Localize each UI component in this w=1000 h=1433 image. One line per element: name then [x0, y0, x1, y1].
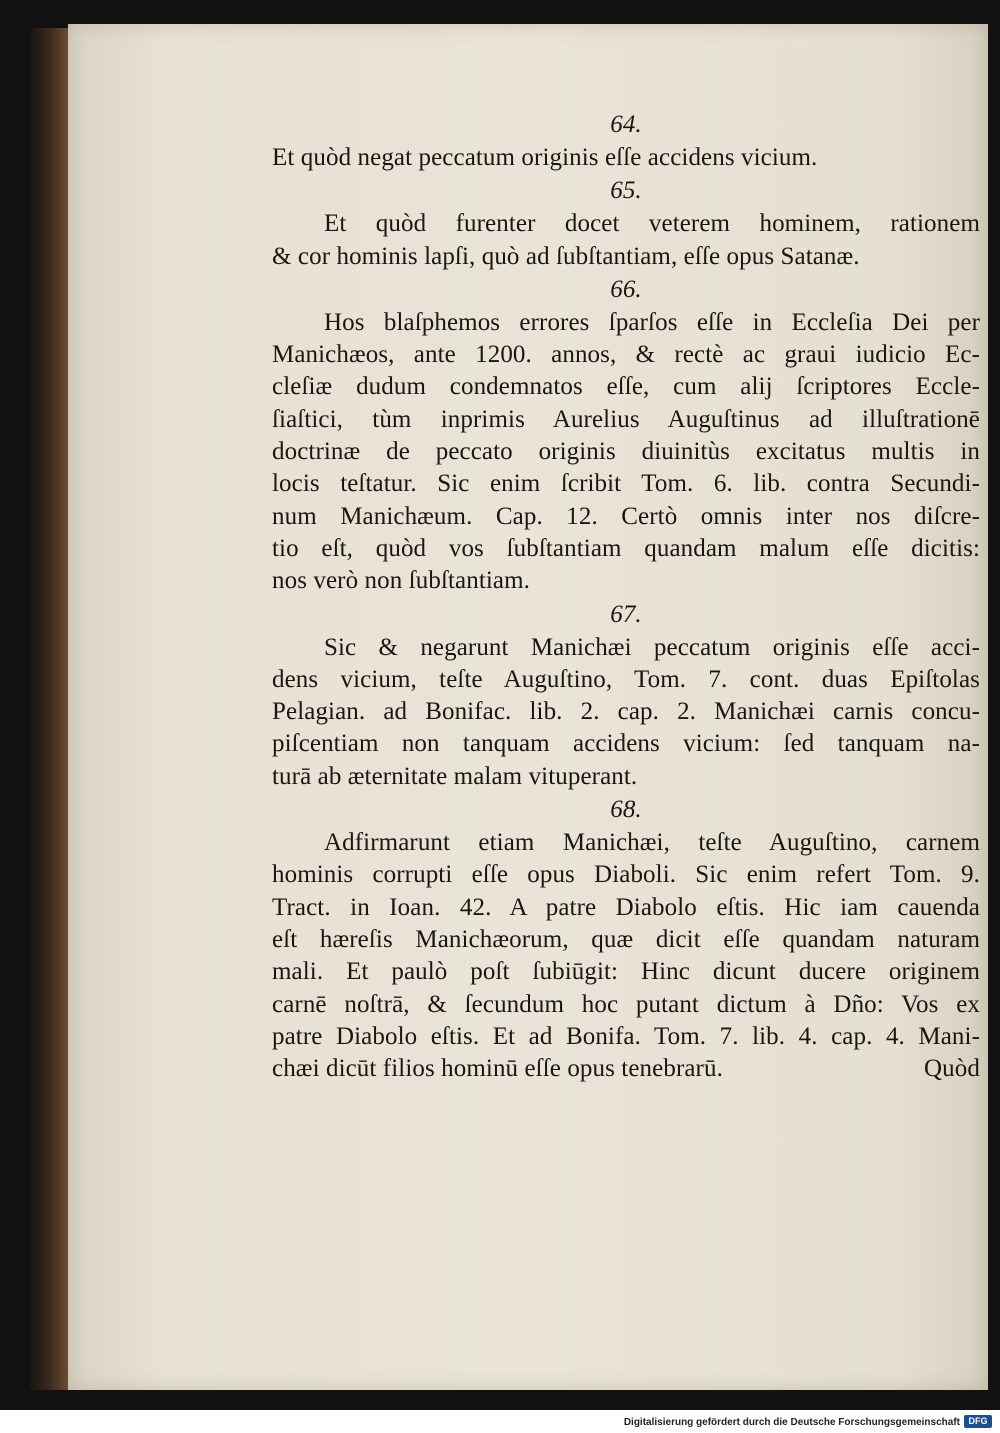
text-line: mali. Et paulò poſt ſubiūgit: Hinc dicunt ducere originem — [272, 958, 980, 986]
text-line: turā ab æternitate malam vituperant. — [272, 762, 638, 790]
catchword: Quòd — [924, 1055, 980, 1083]
text-line: Et quòd furenter docet veterem hominem, rationem — [324, 210, 980, 238]
text-line: piſcentiam non tanquam accidens vicium: ſed tanquam na- — [272, 730, 980, 758]
dfg-logo: DFG — [964, 1415, 992, 1428]
section-number-65: 65. — [610, 177, 642, 205]
text-line: doctrinæ de peccato originis diuinitùs excitatus multis in — [272, 438, 980, 466]
text-line: hominis corrupti eſſe opus Diaboli. Sic enim refert Tom. 9. — [272, 861, 980, 889]
text-line: num Manichæum. Cap. 12. Certò omnis inter nos diſcre- — [272, 502, 980, 530]
footer-bar — [0, 1410, 1000, 1433]
section-number-64: 64. — [610, 111, 642, 138]
final-line — [272, 1053, 980, 1085]
text-line: dens vicium, teſte Auguſtino, Tom. 7. cont. duas Epiſtolas — [272, 665, 980, 693]
text-line: patre Diabolo eſtis. Et ad Bonifa. Tom. 7. lib. 4. cap. 4. Mani- — [272, 1022, 980, 1050]
text-line: eſt hæreſis Manichæorum, quæ dicit eſſe quandam naturam — [272, 925, 980, 953]
text-line: Et quòd negat peccatum originis eſſe accidens vicium. — [272, 144, 818, 171]
text-line: tio eſt, quòd vos ſubſtantiam quandam malum eſſe dicitis: — [272, 534, 980, 562]
text-line: nos verò non ſubſtantiam. — [272, 567, 531, 595]
text-line: locis teſtatur. Sic enim ſcribit Tom. 6. lib. contra Secundi- — [272, 470, 980, 498]
text-line: cleſiæ dudum condemnatos eſſe, cum alij ſcriptores Eccle- — [272, 373, 980, 401]
text-line: & cor hominis lapſi, quò ad ſubſtantiam, eſſe opus Satanæ. — [272, 242, 860, 270]
section-number-66: 66. — [610, 275, 642, 303]
section-number-67: 67. — [610, 600, 642, 628]
dfg-credit: Digitalisierung gefördert durch die Deutsche Forschungsgemeinschaft — [623, 1417, 960, 1428]
text-line: Pelagian. ad Bonifac. lib. 2. cap. 2. Manichæi carnis concu- — [272, 698, 980, 726]
text-line: Tract. in Ioan. 42. A patre Diabolo eſtis. Hic iam cauenda — [272, 893, 980, 921]
text-line: Manichæos, ante 1200. annos, & rectè ac graui iudicio Ec- — [272, 341, 980, 369]
text-line: ſiaſtici, tùm inprimis Aurelius Auguſtinus ad illuſtrationē — [272, 405, 980, 433]
last-text-line: chæi dicūt filios hominū eſſe opus tenebrarū. — [272, 1055, 723, 1083]
text-line: Adfirmarunt etiam Manichæi, teſte Auguſtino, carnem — [324, 829, 980, 857]
text-line: Sic & negarunt Manichæi peccatum originis eſſe acci- — [324, 633, 980, 661]
text-line: Hos blaſphemos errores ſparſos eſſe in Eccleſia Dei per — [324, 308, 980, 336]
section-number-68: 68. — [610, 796, 642, 824]
page-text — [272, 108, 980, 1085]
text-line: carnē noſtrā, & ſecundum hoc putant dictum à Dño: Vos ex — [272, 990, 980, 1018]
